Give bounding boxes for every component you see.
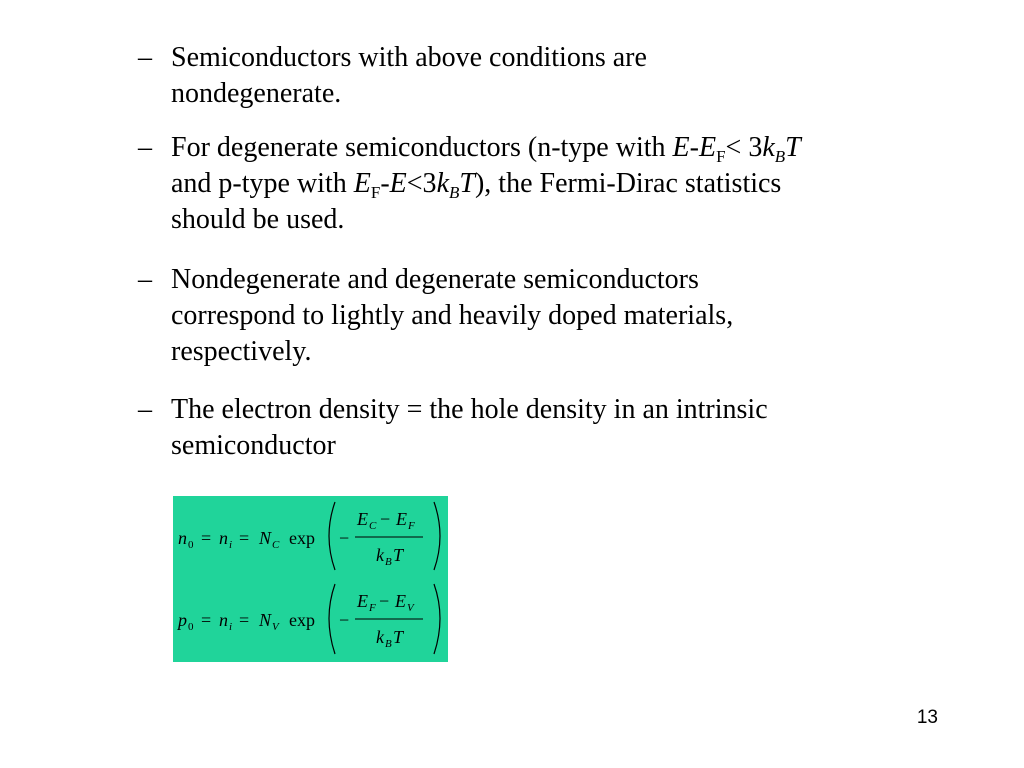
page-number: 13 (916, 707, 938, 728)
equation-electron-density (178, 502, 440, 570)
eq1-left-paren (329, 502, 335, 570)
bullet-line: Nondegenerate and degenerate semiconductors (171, 264, 699, 295)
eq2-num-E2-sub: V (407, 602, 414, 614)
text-run: < 3 (725, 132, 763, 163)
eq2-den-k-sub: B (385, 638, 392, 650)
eq1-num-E1-sub: C (369, 520, 377, 532)
text-run: - (689, 132, 699, 163)
eq2-neg: − (339, 610, 350, 630)
eq1-n: n (178, 528, 187, 548)
eq2-p: p (178, 610, 187, 630)
symbol-T: T (785, 132, 801, 163)
bullet-text (171, 130, 948, 238)
eq2-exp: exp (289, 610, 315, 630)
bullet-line: nondegenerate. (171, 78, 342, 109)
eq1-den-T: T (393, 545, 404, 565)
bullet-line: Semiconductors with above conditions are (171, 42, 647, 73)
eq2-num-E2: E (395, 591, 406, 611)
bullet-line: semiconductor (171, 430, 336, 461)
formula-svg (173, 496, 448, 662)
bullet-text (171, 40, 948, 112)
eq1-num-E2-sub: F (408, 520, 415, 532)
text-run: <3 (406, 168, 437, 199)
subscript-B: B (774, 147, 786, 166)
bullet-line (171, 130, 948, 166)
symbol-E: E (353, 168, 371, 199)
text-run: - (380, 168, 390, 199)
formula-box (173, 496, 448, 662)
eq1-equals: = (201, 528, 212, 548)
eq1-N: N (259, 528, 272, 548)
bullet-text (171, 262, 948, 370)
symbol-k: k (762, 132, 775, 163)
eq2-right-paren (434, 584, 440, 654)
bullet-line: should be used. (171, 204, 345, 235)
eq1-num-E1: E (357, 509, 368, 529)
eq2-num-E1: E (357, 591, 368, 611)
bullet-line: correspond to lightly and heavily doped materials, (171, 300, 734, 331)
bullet-dash: – (138, 132, 152, 163)
eq1-neg: − (339, 528, 350, 548)
symbol-k: k (436, 168, 449, 199)
bullet-line: The electron density = the hole density in an intrinsic (171, 394, 768, 425)
eq1-exp: exp (289, 528, 315, 548)
eq2-ni: n (219, 610, 228, 630)
eq2-num-E1-sub: F (369, 602, 376, 614)
eq1-n-sub: 0 (188, 539, 194, 551)
subscript-F: F (716, 147, 726, 166)
eq2-den-k: k (376, 627, 384, 647)
subscript-F: F (370, 183, 381, 202)
text-run: For degenerate semiconductors (n-type with (171, 132, 673, 163)
eq1-den-k: k (376, 545, 384, 565)
eq1-right-paren (434, 502, 440, 570)
eq2-equals-2: = (239, 610, 250, 630)
eq2-N-sub: V (272, 621, 279, 633)
eq1-N-sub: C (272, 539, 280, 551)
text-run: and p-type with (171, 168, 354, 199)
eq2-N: N (259, 610, 272, 630)
bullet-dash: – (138, 264, 152, 295)
subscript-B: B (449, 183, 460, 202)
symbol-E: E (698, 132, 717, 163)
eq1-ni: n (219, 528, 228, 548)
eq2-equals: = (201, 610, 212, 630)
eq1-num-E2: E (396, 509, 407, 529)
eq2-den-T: T (393, 627, 404, 647)
bullet-dash: – (138, 394, 152, 425)
symbol-T: T (459, 168, 475, 199)
eq1-den-k-sub: B (385, 556, 392, 568)
eq1-ni-sub: i (229, 539, 233, 551)
symbol-E: E (389, 168, 407, 199)
bullet-line: respectively. (171, 336, 312, 367)
bullet-line (171, 166, 948, 202)
bullet-dash: – (138, 42, 152, 73)
equation-hole-density (176, 584, 440, 654)
eq2-ni-sub: i (229, 621, 233, 633)
eq1-num-minus: − (380, 509, 391, 529)
eq2-left-paren (329, 584, 335, 654)
eq2-num-minus: − (379, 591, 390, 611)
symbol-E: E (672, 132, 690, 163)
eq1-equals-2: = (239, 528, 250, 548)
bullet-text (171, 392, 948, 464)
eq2-p-sub: 0 (188, 621, 194, 633)
text-run: ), the Fermi-Dirac statistics (474, 168, 782, 199)
